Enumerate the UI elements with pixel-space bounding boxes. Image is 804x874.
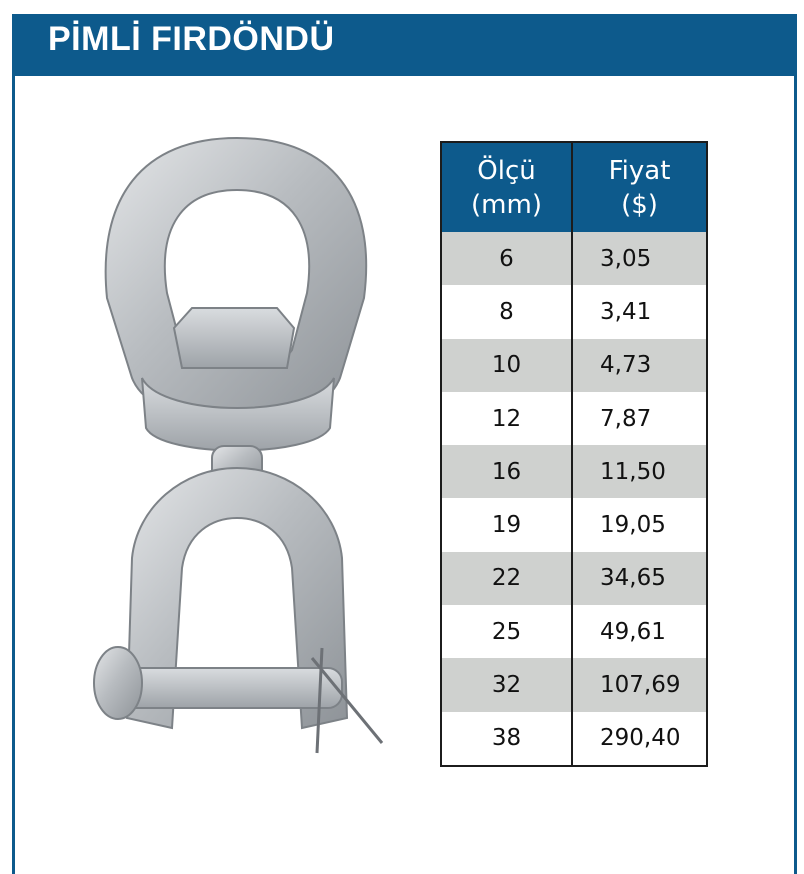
table-row	[442, 339, 706, 392]
size-cell: 8	[442, 285, 573, 338]
size-cell: 25	[442, 605, 573, 658]
size-cell: 12	[442, 392, 573, 445]
size-cell: 19	[442, 498, 573, 551]
header-size-unit: (mm)	[471, 189, 542, 220]
size-cell: 6	[442, 232, 573, 285]
price-cell: 290,40	[600, 725, 681, 752]
price-cell: 3,05	[600, 245, 652, 272]
header-price-unit: ($)	[621, 189, 658, 220]
size-cell: 38	[442, 712, 573, 765]
price-cell: 11,50	[600, 458, 666, 485]
header-price-label: Fiyat	[608, 155, 671, 186]
price-cell: 7,87	[600, 405, 652, 432]
page-title: PİMLİ FIRDÖNDÜ	[48, 20, 335, 58]
table-row	[442, 605, 706, 658]
table-header	[442, 143, 706, 232]
table-row	[442, 552, 706, 605]
header-size	[442, 143, 573, 232]
header-size-label: Ölçü	[477, 155, 536, 186]
table-body	[442, 232, 706, 765]
price-cell: 49,61	[600, 618, 666, 645]
size-cell: 32	[442, 658, 573, 711]
price-cell: 3,41	[600, 298, 652, 325]
table-row	[442, 285, 706, 338]
price-cell: 19,05	[600, 512, 666, 539]
price-table	[440, 141, 708, 767]
table-row	[442, 712, 706, 765]
table-row	[442, 445, 706, 498]
size-cell: 16	[442, 445, 573, 498]
price-cell: 34,65	[600, 565, 666, 592]
size-cell: 10	[442, 339, 573, 392]
table-row	[442, 658, 706, 711]
table-row	[442, 392, 706, 445]
header-price	[573, 143, 706, 232]
price-cell: 107,69	[600, 672, 681, 699]
price-cell: 4,73	[600, 352, 652, 379]
table-row	[442, 232, 706, 285]
swivel-shackle-icon	[72, 128, 402, 788]
size-cell: 22	[442, 552, 573, 605]
table-row	[442, 498, 706, 551]
